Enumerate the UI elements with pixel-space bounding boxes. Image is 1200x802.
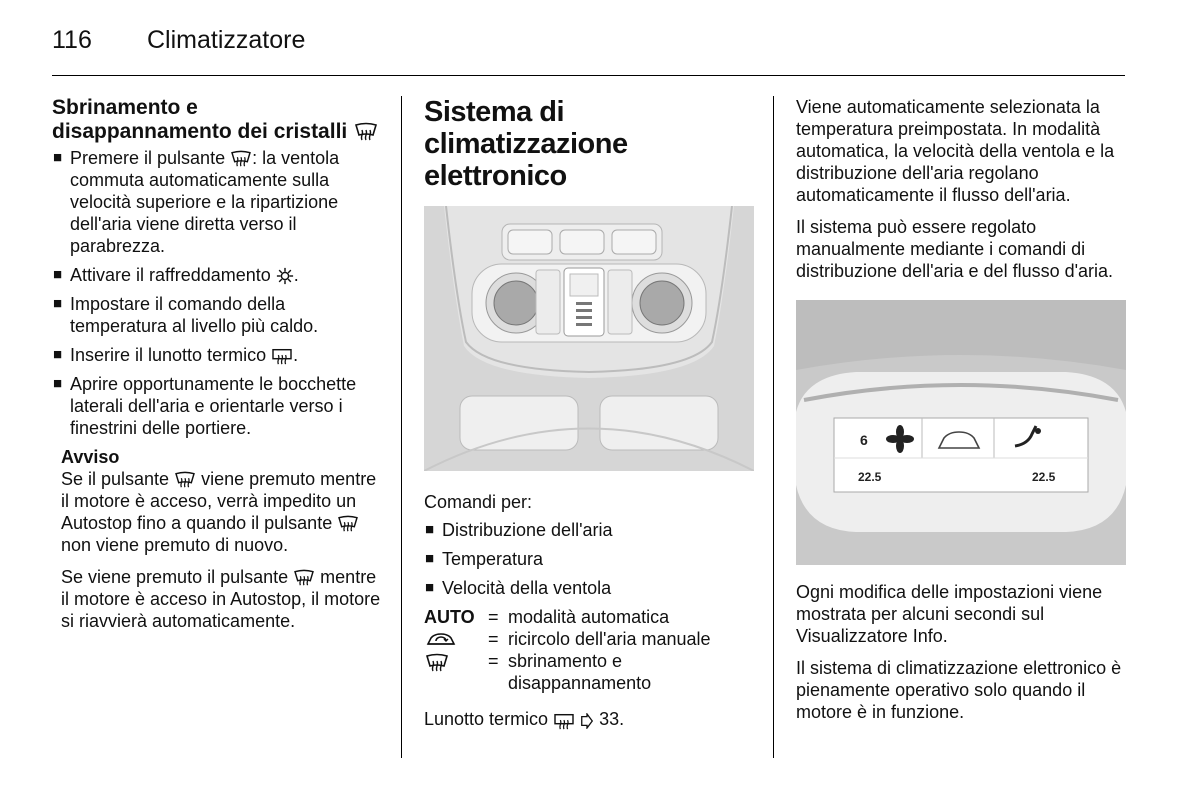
- column-divider: [401, 96, 402, 758]
- recirculation-icon: [424, 630, 458, 650]
- defrost-icon: [174, 471, 196, 489]
- column-divider: [773, 96, 774, 758]
- paragraph: Il sistema può essere regolato manualmente mediante i comandi di distribuzione dell'aria e del flusso d'aria.: [796, 217, 1114, 281]
- page-reference-arrow-icon: [580, 713, 594, 729]
- bullet-square-icon: ■: [53, 266, 63, 283]
- note-box: [52, 446, 382, 632]
- rear-window-heater-icon: [271, 347, 293, 365]
- legend-key-auto: AUTO: [424, 607, 475, 627]
- climate-panel-illustration: [424, 206, 754, 471]
- info-display-illustration: [796, 300, 1126, 565]
- note-paragraph: Se viene premuto il pulsante mentre il motore è acceso in Autostop, il motore si riavvierà automaticamente.: [61, 567, 381, 631]
- page-header: [52, 26, 1125, 76]
- section-heading: Sistema di climatizzazione elettronico: [424, 96, 628, 192]
- defrost-icon: [337, 515, 359, 533]
- paragraph: Ogni modifica delle impostazioni viene mostrata per alcuni secondi sul Visualizzatore Info.: [796, 582, 1103, 646]
- display-temp-right: 22.5: [1032, 470, 1056, 484]
- chapter-title: Climatizzatore: [147, 26, 306, 54]
- rear-window-heater-icon: [553, 712, 575, 730]
- note-title: Avviso: [61, 447, 120, 467]
- bullet-square-icon: ■: [425, 521, 435, 538]
- list-item: ■ Inserire il lunotto termico .: [53, 345, 299, 365]
- legend-row: AUTO = modalità automatica: [424, 607, 670, 627]
- column-climate-system: [424, 96, 754, 740]
- note-paragraph: Se il pulsante viene premuto mentre il motore è acceso, verrà impedito un Autostop fino a quando il pulsante non viene premuto di nuovo.: [61, 469, 377, 555]
- climate-panel-photo: [424, 206, 754, 471]
- legend-table: [424, 606, 754, 694]
- rear-window-reference: Lunotto termico 33.: [424, 709, 625, 730]
- legend-row: = sbrinamento e disappannamento: [424, 650, 754, 694]
- paragraph: Viene automaticamente selezionata la temperatura preimpostata. In modalità automatica, la velocità della ventola e la distribuzione dell'aria regolano automaticamente il flusso dell'aria.: [796, 97, 1115, 205]
- snowflake-icon: [276, 267, 294, 285]
- list-item: ■ Aprire opportunamente le bocchette laterali dell'aria e orientarle verso i finestrini delle portiere.: [53, 374, 357, 438]
- defrost-icon: [353, 122, 379, 142]
- defrost-icon: [293, 569, 315, 587]
- display-fan-level: 6: [860, 432, 868, 448]
- list-item: ■ Premere il pulsante : la ventola commuta automaticamente sulla velocità superiore e la ripartizione dell'aria viene diretta verso il parabrezza.: [53, 148, 340, 256]
- paragraph: Il sistema di climatizzazione elettronico è pienamente operativo solo quando il motore è in funzione.: [796, 658, 1122, 722]
- list-item: ■ Impostare il comando della temperatura al livello più caldo.: [53, 294, 319, 336]
- bullet-square-icon: ■: [53, 346, 63, 363]
- defrost-heading-text: Sbrinamento e disappannamento dei cristalli: [52, 96, 348, 143]
- column-automatic-mode: [796, 96, 1126, 733]
- bullet-square-icon: ■: [53, 295, 63, 312]
- display-temp-left: 22.5: [858, 470, 882, 484]
- bullet-square-icon: ■: [53, 375, 63, 392]
- list-item: ■ Temperatura: [425, 549, 544, 569]
- section-heading: [52, 96, 382, 144]
- bullet-square-icon: ■: [425, 579, 435, 596]
- info-display-photo: [796, 300, 1126, 565]
- controls-intro: Comandi per:: [424, 492, 533, 512]
- bullet-square-icon: ■: [425, 550, 435, 567]
- legend-row: = ricircolo dell'aria manuale: [424, 628, 754, 650]
- page-number: 116: [52, 26, 92, 54]
- defrost-icon: [230, 150, 252, 168]
- defrost-steps-list: [52, 147, 382, 439]
- list-item: ■ Velocità della ventola: [425, 578, 612, 598]
- defrost-icon: [424, 653, 450, 673]
- column-defrost: [52, 96, 382, 642]
- list-item: ■ Distribuzione dell'aria: [425, 520, 613, 540]
- bullet-square-icon: ■: [53, 149, 63, 166]
- controls-list: [424, 519, 754, 599]
- list-item: ■ Attivare il raffreddamento .: [53, 265, 299, 285]
